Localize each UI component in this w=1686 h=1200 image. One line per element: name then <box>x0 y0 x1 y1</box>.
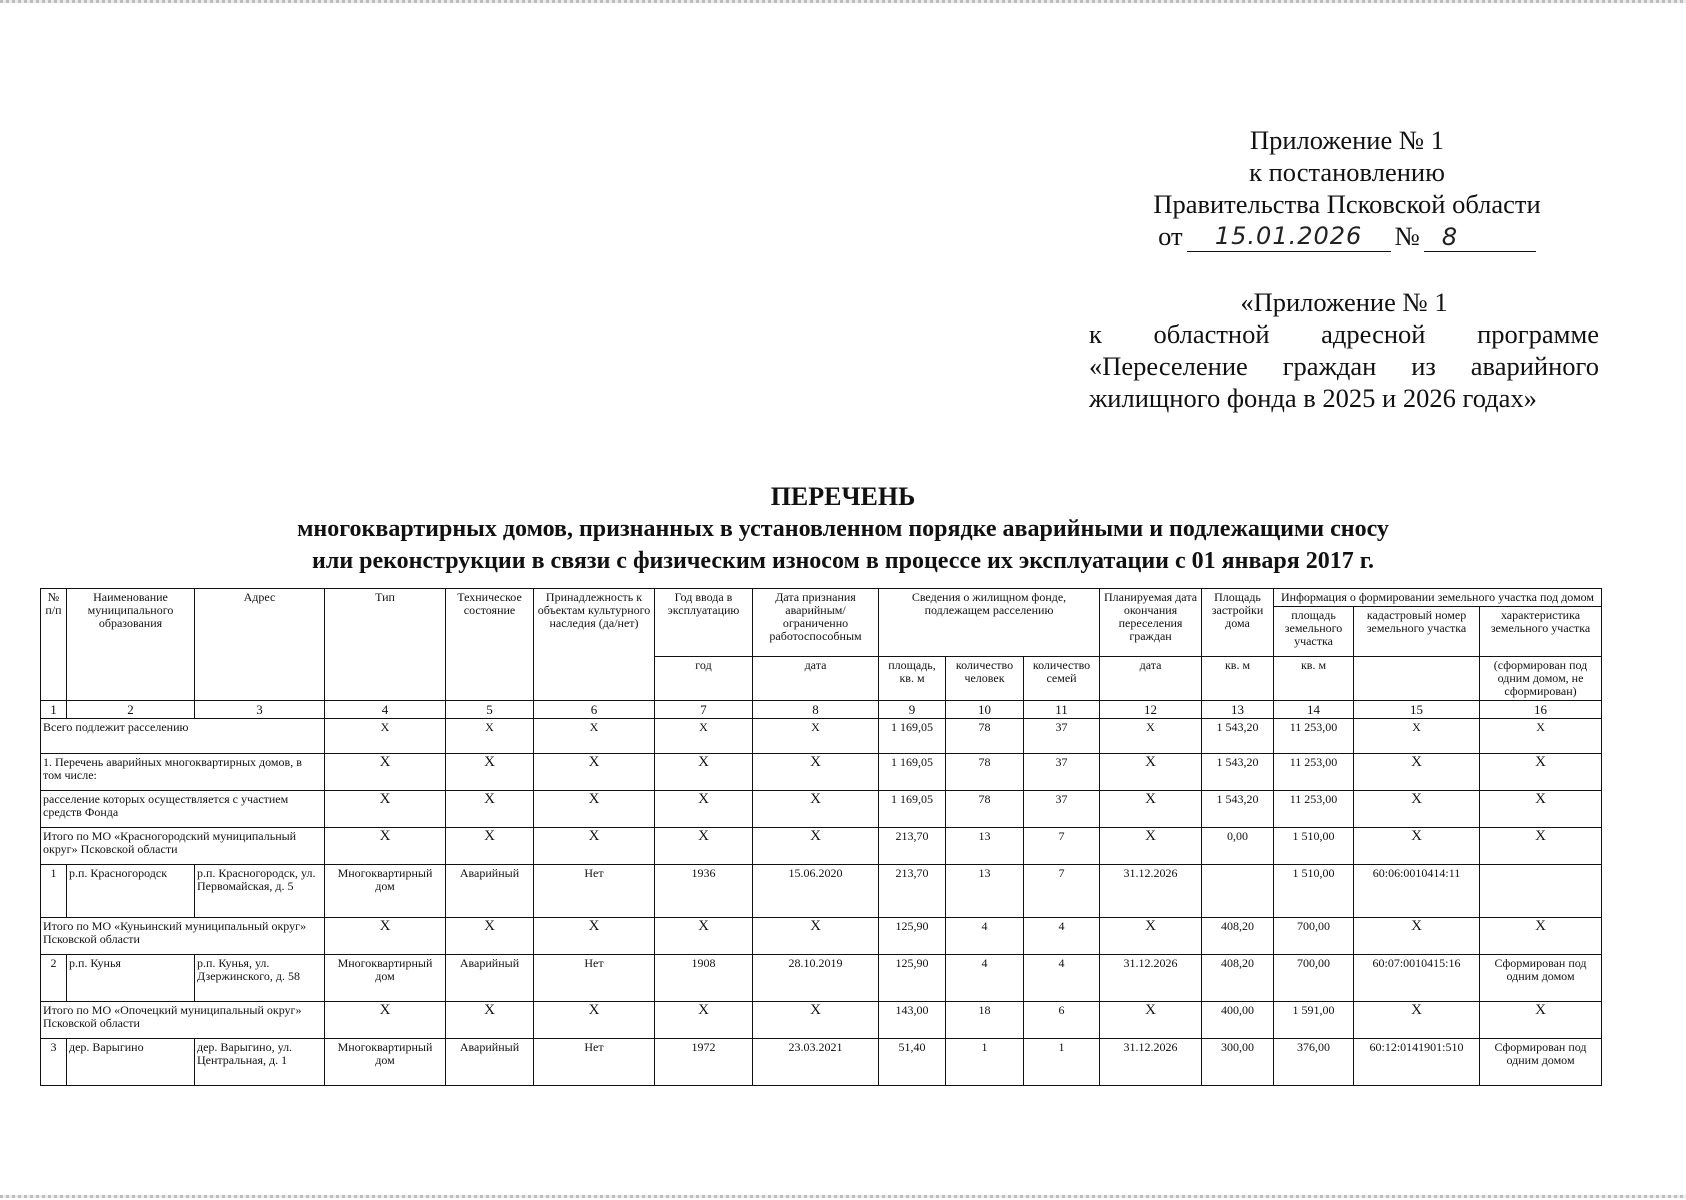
header-cell: площадь, кв. м <box>879 657 946 701</box>
cell-municipality: дер. Варыгино <box>67 1039 195 1086</box>
cell-cadastral: 60:06:0010414:11 <box>1354 865 1480 918</box>
cell-date: X <box>753 828 879 865</box>
cell-date: X <box>753 1002 879 1039</box>
cell-characteristic: X <box>1480 918 1602 955</box>
cell-state: X <box>446 719 534 754</box>
cell-area: 1 169,05 <box>879 719 946 754</box>
cell-characteristic: X <box>1480 1002 1602 1039</box>
cell-type: Многоквартирный дом <box>325 1039 446 1086</box>
column-number: 16 <box>1480 701 1602 719</box>
column-number: 12 <box>1100 701 1202 719</box>
header-cell: дата <box>1100 657 1202 701</box>
cell-year: X <box>655 791 753 828</box>
scan-edge-top <box>0 0 1686 3</box>
cell-type: X <box>325 791 446 828</box>
row-label: Всего подлежит расселению <box>41 719 325 754</box>
header-cell: кадастровый номер земельного участка <box>1354 607 1480 657</box>
cell-end-date: X <box>1100 719 1202 754</box>
document-subtitle-2: или реконструкции в связи с физическим износом в процессе их эксплуатации с 01 января 2017 г. <box>312 548 1374 574</box>
cell-type: X <box>325 1002 446 1039</box>
cell-built-area: 0,00 <box>1202 828 1274 865</box>
decree-number: 8 <box>1424 222 1536 252</box>
column-number: 1 <box>41 701 67 719</box>
cell-heritage: X <box>534 1002 655 1039</box>
cell-families: 7 <box>1024 865 1100 918</box>
cell-families: 6 <box>1024 1002 1100 1039</box>
program-line-3: жилищного фонда в 2025 и 2026 годах» <box>1089 383 1537 413</box>
cell-characteristic: Сформирован под одним домом <box>1480 1039 1602 1086</box>
cell-heritage: Нет <box>534 955 655 1002</box>
cell-heritage: X <box>534 754 655 791</box>
cell-year: 1972 <box>655 1039 753 1086</box>
cell-index: 3 <box>41 1039 67 1086</box>
cell-people: 78 <box>946 791 1024 828</box>
cell-year: 1936 <box>655 865 753 918</box>
program-word: «Переселение <box>1089 351 1248 381</box>
cell-index: 2 <box>41 955 67 1002</box>
header-cell: Год ввода в эксплуатацию <box>655 589 753 657</box>
cell-cadastral: X <box>1354 918 1480 955</box>
cell-type: Многоквартирный дом <box>325 955 446 1002</box>
decree-date-line <box>1122 220 1572 252</box>
header-cell: Адрес <box>195 589 325 701</box>
cell-heritage: Нет <box>534 865 655 918</box>
column-number: 11 <box>1024 701 1100 719</box>
cell-built-area: 400,00 <box>1202 1002 1274 1039</box>
document-subtitle-1: многоквартирных домов, признанных в установленном порядке аварийными и подлежащими сносу <box>297 516 1389 542</box>
header-cell: Тип <box>325 589 446 701</box>
cell-area: 213,70 <box>879 828 946 865</box>
cell-year: X <box>655 1002 753 1039</box>
cell-end-date: 31.12.2026 <box>1100 865 1202 918</box>
cell-cadastral: X <box>1354 719 1480 754</box>
program-word: областной <box>1153 319 1270 349</box>
cell-state: X <box>446 918 534 955</box>
cell-built-area: 1 543,20 <box>1202 791 1274 828</box>
municipality-total-row <box>41 828 1602 865</box>
cell-people: 1 <box>946 1039 1024 1086</box>
header-cell: (сформирован под одним домом, не сформирован) <box>1480 657 1602 701</box>
row-label: Итого по МО «Куньинский муниципальный округ» Псковской области <box>41 918 325 955</box>
cell-date: X <box>753 918 879 955</box>
cell-year: X <box>655 828 753 865</box>
cell-land-area: 376,00 <box>1274 1039 1354 1086</box>
column-number: 14 <box>1274 701 1354 719</box>
municipality-total-row <box>41 918 1602 955</box>
building-row <box>41 955 1602 1002</box>
program-word: из <box>1411 351 1436 381</box>
cell-heritage: X <box>534 918 655 955</box>
cell-area: 1 169,05 <box>879 791 946 828</box>
program-word: адресной <box>1321 319 1426 349</box>
cell-municipality: р.п. Красногородск <box>67 865 195 918</box>
cell-people: 78 <box>946 754 1024 791</box>
cell-index: 1 <box>41 865 67 918</box>
cell-state: X <box>446 791 534 828</box>
cell-area: 1 169,05 <box>879 754 946 791</box>
scan-edge-bottom <box>0 1195 1686 1198</box>
cell-built-area: 1 543,20 <box>1202 719 1274 754</box>
cell-families: 37 <box>1024 791 1100 828</box>
cell-cadastral: 60:07:0010415:16 <box>1354 955 1480 1002</box>
cell-characteristic: X <box>1480 791 1602 828</box>
appendix-block <box>1122 124 1572 252</box>
cell-people: 4 <box>946 955 1024 1002</box>
header-cell: Дата признания аварийным/ ограниченно работоспособным <box>753 589 879 657</box>
header-cell: Принадлежность к объектам культурного наследия (да/нет) <box>534 589 655 701</box>
building-row <box>41 1039 1602 1086</box>
cell-date: X <box>753 754 879 791</box>
cell-land-area: 1 510,00 <box>1274 828 1354 865</box>
program-word: аварийного <box>1470 351 1599 381</box>
cell-type: Многоквартирный дом <box>325 865 446 918</box>
cell-state: X <box>446 828 534 865</box>
header-cell: характеристика земельного участка <box>1480 607 1602 657</box>
cell-area: 51,40 <box>879 1039 946 1086</box>
column-number: 3 <box>195 701 325 719</box>
column-number: 4 <box>325 701 446 719</box>
cell-people: 78 <box>946 719 1024 754</box>
cell-area: 143,00 <box>879 1002 946 1039</box>
cell-area: 125,90 <box>879 918 946 955</box>
table-header-row <box>41 589 1602 607</box>
header-cell: год <box>655 657 753 701</box>
cell-characteristic: X <box>1480 828 1602 865</box>
cell-cadastral: X <box>1354 828 1480 865</box>
cell-built-area: 408,20 <box>1202 918 1274 955</box>
cell-land-area: 11 253,00 <box>1274 719 1354 754</box>
cell-built-area: 1 543,20 <box>1202 754 1274 791</box>
cell-land-area: 11 253,00 <box>1274 754 1354 791</box>
header-cell <box>1354 657 1480 701</box>
cell-cadastral: X <box>1354 791 1480 828</box>
row-label: Итого по МО «Опочецкий муниципальный округ» Псковской области <box>41 1002 325 1039</box>
program-line-1 <box>1089 318 1599 350</box>
header-cell: площадь земельного участка <box>1274 607 1354 657</box>
cell-land-area: 700,00 <box>1274 955 1354 1002</box>
cell-year: X <box>655 754 753 791</box>
header-cell: Площадь застройки дома <box>1202 589 1274 657</box>
cell-date: 23.03.2021 <box>753 1039 879 1086</box>
number-label: № <box>1394 221 1420 251</box>
cell-land-area: 11 253,00 <box>1274 791 1354 828</box>
program-word: программе <box>1477 319 1599 349</box>
cell-land-area: 700,00 <box>1274 918 1354 955</box>
cell-end-date: X <box>1100 918 1202 955</box>
cell-end-date: X <box>1100 754 1202 791</box>
cell-address: дер. Варыгино, ул. Центральная, д. 1 <box>195 1039 325 1086</box>
cell-end-date: X <box>1100 828 1202 865</box>
cell-people: 13 <box>946 865 1024 918</box>
program-block <box>1089 286 1599 414</box>
cell-land-area: 1 510,00 <box>1274 865 1354 918</box>
cell-state: Аварийный <box>446 955 534 1002</box>
buildings-table <box>40 588 1602 1086</box>
cell-characteristic: X <box>1480 719 1602 754</box>
summary-row-list <box>41 754 1602 791</box>
header-cell: № п/п <box>41 589 67 701</box>
cell-families: 37 <box>1024 719 1100 754</box>
cell-date: 28.10.2019 <box>753 955 879 1002</box>
cell-date: X <box>753 719 879 754</box>
cell-state: Аварийный <box>446 865 534 918</box>
column-number: 2 <box>67 701 195 719</box>
column-number: 6 <box>534 701 655 719</box>
header-cell: количество семей <box>1024 657 1100 701</box>
cell-heritage: X <box>534 828 655 865</box>
appendix-title: Приложение № 1 <box>1249 125 1444 155</box>
cell-families: 7 <box>1024 828 1100 865</box>
summary-row-fund <box>41 791 1602 828</box>
program-appendix-title: «Приложение № 1 <box>1240 287 1448 317</box>
cell-type: X <box>325 828 446 865</box>
cell-land-area: 1 591,00 <box>1274 1002 1354 1039</box>
header-cell: Информация о формировании земельного участка под домом <box>1274 589 1602 607</box>
cell-address: р.п. Красногородск, ул. Первомайская, д. 5 <box>195 865 325 918</box>
column-number: 13 <box>1202 701 1274 719</box>
cell-characteristic: Сформирован под одним домом <box>1480 955 1602 1002</box>
cell-built-area: 300,00 <box>1202 1039 1274 1086</box>
cell-cadastral: X <box>1354 1002 1480 1039</box>
cell-year: X <box>655 719 753 754</box>
cell-families: 4 <box>1024 918 1100 955</box>
cell-characteristic: X <box>1480 754 1602 791</box>
from-label: от <box>1158 221 1183 251</box>
cell-families: 37 <box>1024 754 1100 791</box>
header-cell: Наименование муниципального образования <box>67 589 195 701</box>
header-cell: Техническое состояние <box>446 589 534 701</box>
cell-people: 4 <box>946 918 1024 955</box>
appendix-government: Правительства Псковской области <box>1153 189 1541 219</box>
cell-municipality: р.п. Кунья <box>67 955 195 1002</box>
cell-cadastral: X <box>1354 754 1480 791</box>
municipality-total-row <box>41 1002 1602 1039</box>
column-number: 8 <box>753 701 879 719</box>
program-word: граждан <box>1282 351 1377 381</box>
cell-year: 1908 <box>655 955 753 1002</box>
cell-state: X <box>446 754 534 791</box>
header-cell: Сведения о жилищном фонде, подлежащем расселению <box>879 589 1100 657</box>
cell-area: 125,90 <box>879 955 946 1002</box>
header-cell: количество человек <box>946 657 1024 701</box>
cell-type: X <box>325 719 446 754</box>
cell-built-area <box>1202 865 1274 918</box>
header-cell: кв. м <box>1202 657 1274 701</box>
column-number: 10 <box>946 701 1024 719</box>
column-number: 7 <box>655 701 753 719</box>
cell-people: 13 <box>946 828 1024 865</box>
cell-date: 15.06.2020 <box>753 865 879 918</box>
cell-end-date: 31.12.2026 <box>1100 1039 1202 1086</box>
column-number: 15 <box>1354 701 1480 719</box>
cell-heritage: X <box>534 791 655 828</box>
cell-people: 18 <box>946 1002 1024 1039</box>
header-cell: Планируемая дата окончания переселения граждан <box>1100 589 1202 657</box>
cell-area: 213,70 <box>879 865 946 918</box>
cell-address: р.п. Кунья, ул. Дзержинского, д. 58 <box>195 955 325 1002</box>
row-label: Итого по МО «Красногородский муниципальный округ» Псковской области <box>41 828 325 865</box>
row-label: 1. Перечень аварийных многоквартирных домов, в том числе: <box>41 754 325 791</box>
cell-built-area: 408,20 <box>1202 955 1274 1002</box>
column-number: 5 <box>446 701 534 719</box>
appendix-to-decree: к постановлению <box>1249 157 1445 187</box>
summary-row-total <box>41 719 1602 754</box>
cell-year: X <box>655 918 753 955</box>
document-title: ПЕРЕЧЕНЬ <box>770 482 916 511</box>
row-label: расселение которых осуществляется с участием средств Фонда <box>41 791 325 828</box>
cell-end-date: X <box>1100 1002 1202 1039</box>
program-line-2 <box>1089 350 1599 382</box>
cell-type: X <box>325 754 446 791</box>
column-number: 9 <box>879 701 946 719</box>
header-cell: дата <box>753 657 879 701</box>
cell-end-date: X <box>1100 791 1202 828</box>
header-cell: кв. м <box>1274 657 1354 701</box>
cell-families: 4 <box>1024 955 1100 1002</box>
cell-date: X <box>753 791 879 828</box>
column-number-row <box>41 701 1602 719</box>
cell-state: Аварийный <box>446 1039 534 1086</box>
cell-cadastral: 60:12:0141901:510 <box>1354 1039 1480 1086</box>
cell-heritage: Нет <box>534 1039 655 1086</box>
decree-date: 15.01.2026 <box>1187 221 1391 252</box>
cell-characteristic <box>1480 865 1602 918</box>
program-word: к <box>1089 319 1102 349</box>
cell-end-date: 31.12.2026 <box>1100 955 1202 1002</box>
cell-state: X <box>446 1002 534 1039</box>
cell-type: X <box>325 918 446 955</box>
cell-heritage: X <box>534 719 655 754</box>
building-row <box>41 865 1602 918</box>
cell-families: 1 <box>1024 1039 1100 1086</box>
